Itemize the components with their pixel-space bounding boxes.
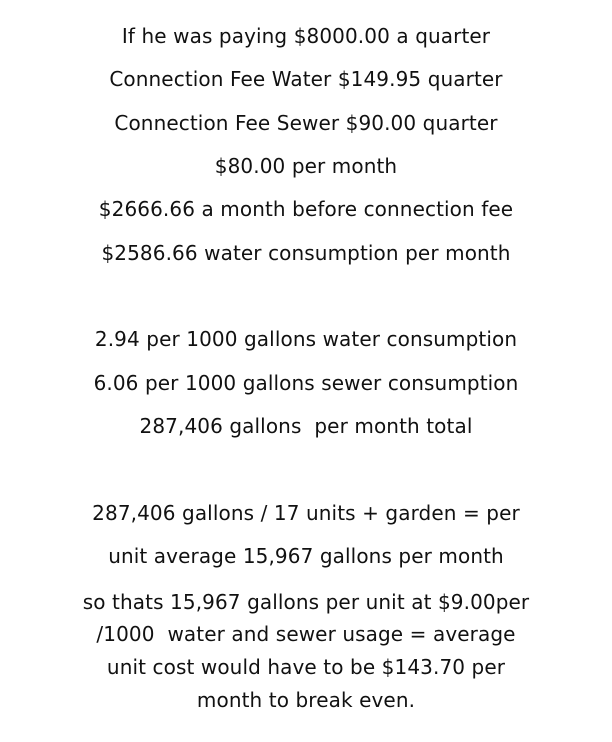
text-line-monthly-before-fee: $2666.66 a month before connection fee xyxy=(98,197,514,221)
text-line-water-connection-fee: Connection Fee Water $149.95 quarter xyxy=(109,67,503,91)
text-line-total-gallons: 287,406 gallons per month total xyxy=(139,414,473,438)
text-line-monthly-fee: $80.00 per month xyxy=(214,154,398,178)
text-line-quarterly-payment: If he was paying $8000.00 a quarter xyxy=(121,24,491,48)
text-line-sewer-connection-fee: Connection Fee Sewer $90.00 quarter xyxy=(114,111,498,135)
text-line-unit-average: unit average 15,967 gallons per month xyxy=(108,544,504,568)
text-line-per-unit-rate: so thats 15,967 gallons per unit at $9.00per xyxy=(82,590,530,614)
text-line-break-even: month to break even. xyxy=(196,688,416,712)
text-line-water-consumption: $2586.66 water consumption per month xyxy=(101,241,511,265)
text-line-unit-cost: unit cost would have to be $143.70 per xyxy=(106,655,506,679)
text-line-usage-average: /1000 water and sewer usage = average xyxy=(96,622,516,646)
text-line-sewer-rate: 6.06 per 1000 gallons sewer consumption xyxy=(93,371,519,395)
text-line-per-unit-division: 287,406 gallons / 17 units + garden = per xyxy=(92,501,520,525)
text-line-water-rate: 2.94 per 1000 gallons water consumption xyxy=(94,327,518,351)
